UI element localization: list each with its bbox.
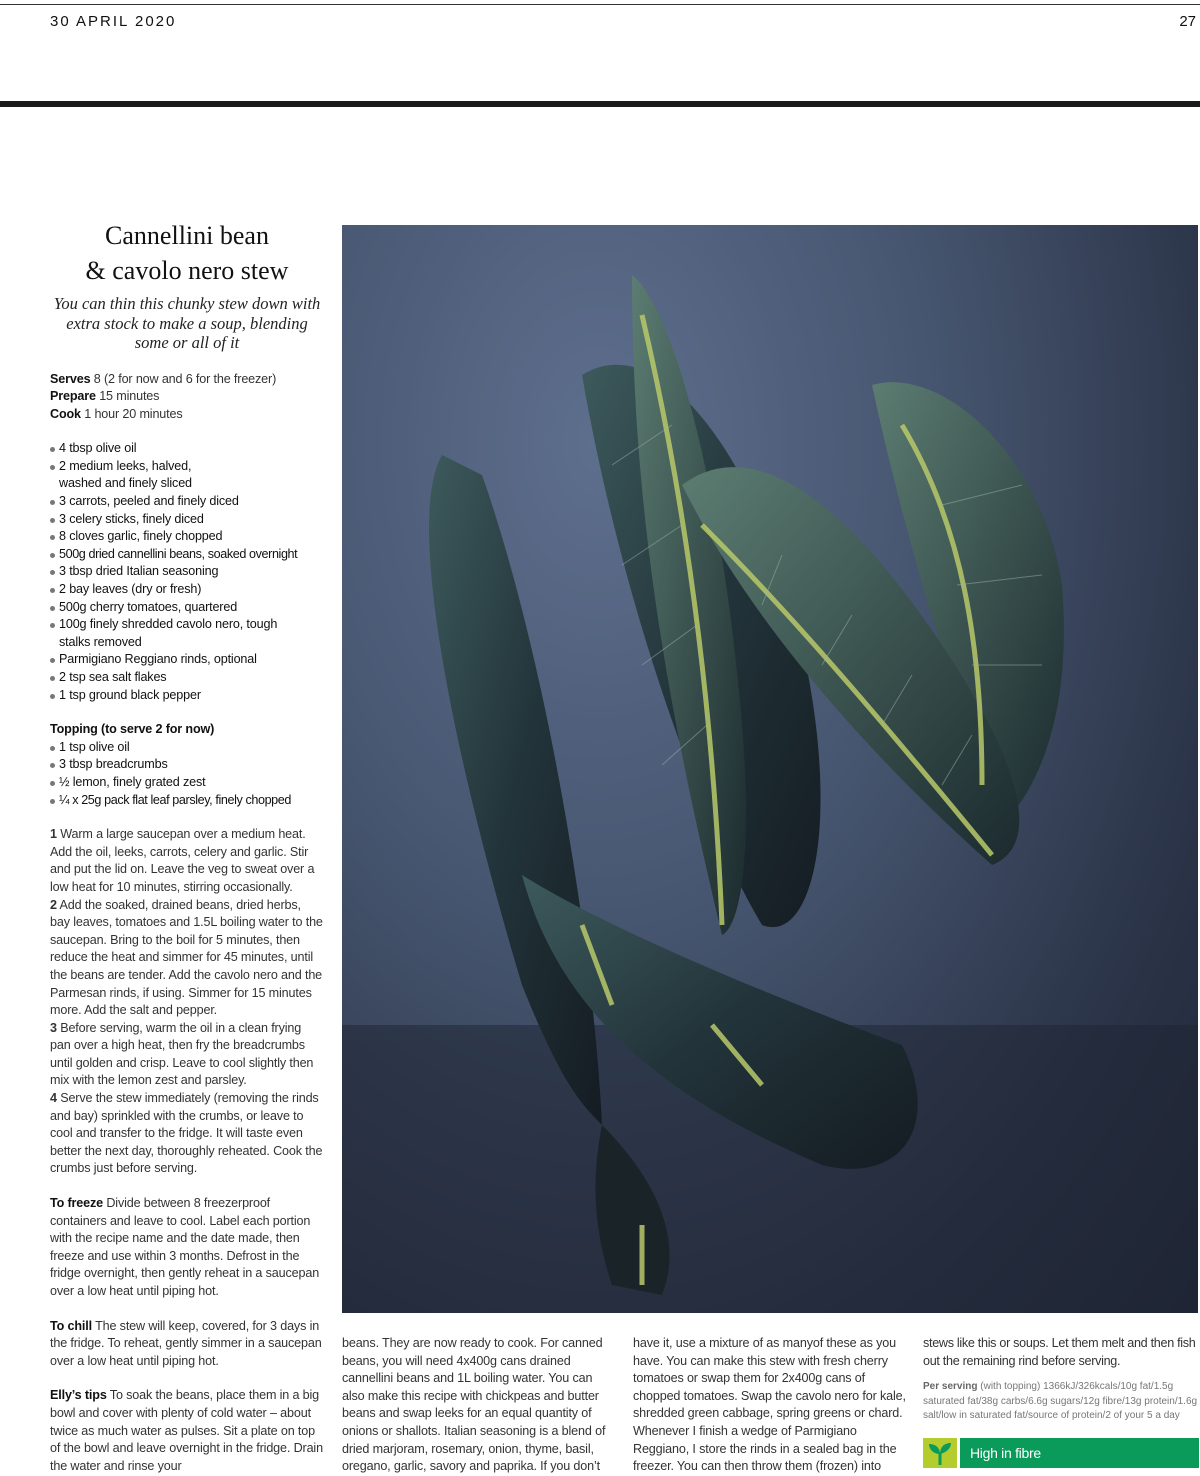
step-number: 2: [50, 897, 57, 912]
method-step: [50, 897, 324, 1020]
ingredient: 100g finely shredded cavolo nero, tough stalks removed: [50, 616, 305, 651]
ingredient: 2 bay leaves (dry or fresh): [50, 581, 324, 599]
tips-text: To soak the beans, place them in a big bowl and cover with plenty of cold water – about twice as much water as pulses. Sit a plate on top of the bowl and leave overnight in the fridge. Drain the water and rinse your: [50, 1388, 323, 1473]
top-rule: [0, 4, 1200, 5]
step-number: 4: [50, 1091, 57, 1106]
freeze-text: Divide between 8 freezerproof containers and leave to cool. Label each portion with the recipe name and the date made, then freeze and use within 3 months. Defrost in the fridge overnight, then gently reheat in a saucepan over a low heat until piping hot.: [50, 1196, 320, 1298]
freeze-label: To freeze: [50, 1196, 104, 1211]
title-line-2: & cavolo nero stew: [85, 256, 289, 285]
step-text: Add the soaked, drained beans, dried herbs, bay leaves, tomatoes and 1.5L boiling water to the saucepan. Bring to the boil for 5 minutes, then reduce the heat and simmer for 45 minutes, until the beans are tender. Add the cavolo nero and the Parmesan rinds, if using. Simmer for 15 minutes more. Add the salt and pepper.: [50, 897, 323, 1018]
tips-end-text: stews like this or soups. Let them melt and then fish out the remaining rind before serving.: [923, 1336, 1196, 1368]
serves-value: 8 (2 for now and 6 for the freezer): [90, 371, 277, 386]
issue-date: 30 APRIL 2020: [50, 13, 177, 30]
step-text: Before serving, warm the oil in a clean frying pan over a high heat, then fry the breadcrumbs until golden and crisp. Leave to cool slightly then mix with the lemon zest and parsley.: [50, 1020, 314, 1088]
ingredient: 2 tsp sea salt flakes: [50, 669, 324, 687]
chill-note: [50, 1318, 324, 1371]
topping-item: 1 tsp olive oil: [50, 739, 324, 757]
tips-note: [50, 1387, 324, 1475]
ingredient: 500g cherry tomatoes, quartered: [50, 599, 324, 617]
topping-item: 3 tbsp breadcrumbs: [50, 756, 324, 774]
method-step: [50, 1090, 324, 1178]
cavolo-nero-photo: [342, 225, 1198, 1313]
tips-continued-col-4: [923, 1335, 1199, 1468]
tips-continued-col-2: beans. They are now ready to cook. For canned beans, you will need 4x400g cans drained cannellini beans and 1L boiling water. You can also make this recipe with chickpeas and butter beans and swap leeks for an equal quantity of onions or shallots. Italian seasoning is a blend of dried marjoram, rosemary, onion, thyme, basil, oregano, garlic, savory and paprika. If you don’t: [342, 1336, 606, 1474]
recipe-title: [50, 218, 324, 288]
cook-label: Cook: [50, 406, 81, 421]
chill-text: The stew will keep, covered, for 3 days in the fridge. To reheat, gently simmer in a saucepan over a low heat until piping hot.: [50, 1318, 322, 1368]
topping-list: [50, 739, 324, 809]
topping-heading: Topping (to serve 2 for now): [50, 722, 215, 737]
nutrition-info: [923, 1380, 1199, 1424]
prepare-value: 15 minutes: [95, 389, 160, 404]
high-in-fibre-badge: [923, 1438, 1199, 1468]
ingredient: 8 cloves garlic, finely chopped: [50, 528, 324, 546]
topping-item: ¼ x 25g pack flat leaf parsley, finely chopped: [50, 792, 324, 810]
page-number: 27: [1179, 13, 1196, 30]
recipe-meta: [50, 371, 324, 424]
nutrition-label: Per serving: [923, 1381, 978, 1393]
nutrition-text: (with topping) 1366kJ/326kcals/10g fat/1.5g saturated fat/38g carbs/6.6g sugars/12g fibre/13g protein/1.6g salt/low in saturated fat/source of protein/2 of your 5 a day: [923, 1381, 1198, 1422]
tips-label: Elly’s tips: [50, 1388, 107, 1403]
step-text: Serve the stew immediately (removing the rinds and bay) sprinkled with the crumbs, or leave to cool and transfer to the fridge. It will taste even better the next day, thoroughly reheated. Cook the crumbs just before serving.: [50, 1091, 323, 1176]
topping-item: ½ lemon, finely grated zest: [50, 774, 324, 792]
step-number: 1: [50, 827, 57, 842]
ingredient: 3 carrots, peeled and finely diced: [50, 493, 324, 511]
cook-value: 1 hour 20 minutes: [80, 406, 183, 421]
method: [50, 826, 324, 1178]
ingredient: 500g dried cannellini beans, soaked overnight: [50, 546, 324, 564]
badge-label: High in fibre: [960, 1438, 1199, 1468]
chill-label: To chill: [50, 1318, 92, 1333]
ingredient: 3 tbsp dried Italian seasoning: [50, 563, 324, 581]
kale-leaves-illustration: [342, 225, 1198, 1313]
freeze-note: [50, 1195, 324, 1301]
header-bar: [0, 101, 1200, 107]
sprout-icon: [923, 1438, 957, 1468]
title-line-1: Cannellini bean: [105, 221, 269, 250]
ingredients-list: [50, 440, 324, 704]
ingredient: 1 tsp ground black pepper: [50, 687, 324, 705]
tips-continued-col-3: have it, use a mixture of as manyof these as you have. You can make this stew with fresh cherry tomatoes or swap them for 2x400g cans of chopped tomatoes. Swap the cavolo nero for kale, shredded green cabbage, spring greens or chard. Whenever I finish a wedge of Parmigiano Reggiano, I store the rinds in a sealed bag in the freezer. You can then throw them (frozen) into: [633, 1336, 906, 1474]
recipe-column: [50, 218, 324, 1475]
ingredient: 4 tbsp olive oil: [50, 440, 324, 458]
step-text: Warm a large saucepan over a medium heat. Add the oil, leeks, carrots, celery and garlic. Stir and put the lid on. Leave the veg to sweat over a low heat for 10 minutes, stirring occasionally.: [50, 827, 315, 894]
step-number: 3: [50, 1020, 57, 1035]
ingredient: 3 celery sticks, finely diced: [50, 511, 324, 529]
method-step: [50, 826, 324, 896]
serves-label: Serves: [50, 371, 91, 386]
ingredient: 2 medium leeks, halved, washed and finely sliced: [50, 458, 215, 493]
standfirst: You can thin this chunky stew down with extra stock to make a soup, blending some or all of it: [53, 294, 321, 352]
prepare-label: Prepare: [50, 389, 96, 404]
ingredient: Parmigiano Reggiano rinds, optional: [50, 651, 324, 669]
method-step: [50, 1020, 324, 1090]
